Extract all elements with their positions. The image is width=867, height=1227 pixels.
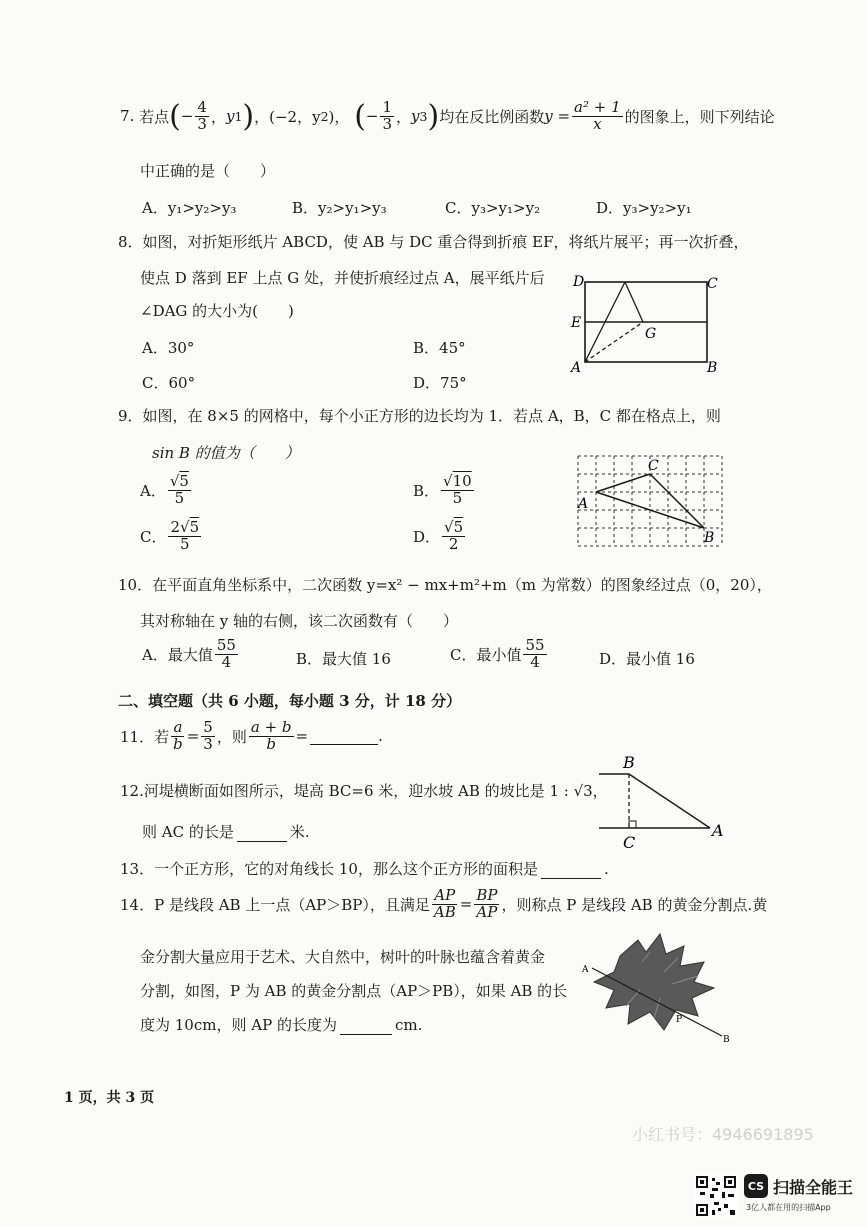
- q14-leaf-figure: [580, 932, 740, 1046]
- q7-frac-1: $\frac{4}{3}$: [197, 97, 207, 133]
- q7-option-c: C．y₃>y₁>y₂: [445, 199, 541, 217]
- q8-line1: 8．如图，对折矩形纸片 ABCD，使 AB 与 DC 重合得到折痕 EF，将纸片展平；再一次折叠，: [118, 233, 749, 251]
- q12-line1: 12.河堤横断面如图所示，堤高 BC=6 米，迎水坡 AB 的坡比是 1 : √3，: [120, 782, 608, 800]
- q9-line1: 9．如图，在 8×5 的网格中，每个小正方形的边长均为 1．若点 A，B，C 都在格点上，则: [118, 407, 721, 425]
- q10-option-a: A．最大值 $\frac{55}{4}$: [142, 636, 236, 671]
- q8-label-b: B: [707, 360, 718, 375]
- q13-line: 13．一个正方形，它的对角线长 10，那么这个正方形的面积是 .: [120, 860, 609, 878]
- q9-label-a: A: [578, 496, 589, 512]
- q8-option-a: A．30°: [142, 339, 195, 357]
- q12-label-c: C: [623, 833, 636, 852]
- q8-label-e: E: [571, 315, 582, 331]
- q9-option-b: B． $\frac{√10}{5}$: [413, 472, 472, 507]
- q10-option-b: B．最大值 16: [296, 650, 391, 668]
- q10-option-d: D．最小值 16: [599, 650, 695, 668]
- scanner-app-name: 扫描全能王: [773, 1178, 854, 1197]
- q10-line2: 其对称轴在 y 轴的右侧，该二次函数有（ ）: [140, 612, 459, 630]
- q7-option-d: D．y₃>y₂>y₁: [596, 199, 692, 217]
- q12-line2: 则 AC 的长是 米.: [142, 823, 310, 841]
- q8-label-d: D: [573, 274, 585, 290]
- q8-label-a: A: [571, 360, 582, 375]
- page-footer: 1 页，共 3 页: [64, 1090, 155, 1106]
- q12-label-a: A: [712, 821, 724, 840]
- q11-line: 11． 若 $\frac{a}{b}$ = $\frac{5}{3}$ ，则 $\frac{a + b}{b}$ = .: [120, 718, 383, 753]
- q9-label-c: C: [648, 458, 659, 474]
- q14-line4: 度为 10cm，则 AP 的长度为 cm.: [140, 1016, 423, 1034]
- q8-option-c: C．60°: [142, 374, 196, 392]
- q9-option-c: C． $\frac{2√5}{5}$: [140, 518, 200, 553]
- q7-num: 7.: [120, 107, 135, 125]
- q8-line2: 使点 D 落到 EF 上点 G 处，并使折痕经过点 A，展平纸片后: [140, 269, 545, 287]
- q8-rectangle-figure: [565, 270, 725, 375]
- q7-line2: 中正确的是（ ）: [140, 162, 276, 180]
- q7-line1: 7. 若点 ( − $\frac{4}{3}$ ， y 1 ) ， (−2，y 2 )， ( − $\frac{1}{3}$ ， y 3 ) 均在反比例函数 y = $\frac{\text{a² + 1}}{x}$ 的图象上，则下列结论: [120, 97, 775, 134]
- q8-option-d: D．75°: [413, 374, 467, 392]
- q9-option-d: D． $\frac{√5}{2}$: [413, 518, 464, 553]
- q7-option-a: A．y₁>y₂>y₃: [142, 199, 237, 217]
- q8-line3: ∠DAG 的大小为( ): [140, 302, 294, 320]
- q8-label-c: C: [707, 276, 718, 292]
- scanner-app-icon: CS: [744, 1174, 768, 1198]
- q9-line2: sin B 的值为（ ）: [152, 444, 300, 462]
- q14-leaf-label-b: B: [723, 1035, 730, 1045]
- scanner-app-tagline: 3亿人都在用的扫描App: [746, 1203, 831, 1212]
- q9-label-b: B: [704, 530, 715, 546]
- q14-line2: 金分割大量应用于艺术、大自然中，树叶的叶脉也蕴含着黄金: [140, 948, 546, 966]
- q14-leaf-label-a: A: [582, 965, 589, 975]
- q7-func-frac: $\frac{\text{a² + 1}}{x}$: [574, 97, 621, 133]
- q14-line1: 14．P 是线段 AB 上一点（AP＞BP），且满足 $\frac{AP}{AB}$ = $\frac{BP}{AP}$ ，则称点 P 是线段 AB 的黄金分割点.黄: [120, 886, 768, 921]
- q13-answer-blank[interactable]: [541, 862, 601, 879]
- q7-text-b: 均在反比例函数: [439, 107, 545, 126]
- watermark-text: 小红书号：4946691895: [632, 1125, 814, 1144]
- q7-point-2: (−2，y: [269, 107, 321, 126]
- q14-line3: 分割，如图，P 为 AB 的黄金分割点（AP＞PB），如果 AB 的长: [140, 982, 568, 1000]
- q8-label-g: G: [645, 326, 657, 342]
- q11-answer-blank[interactable]: [310, 728, 378, 745]
- q12-label-b: B: [623, 753, 635, 772]
- q7-option-b: B．y₂>y₁>y₃: [292, 199, 387, 217]
- q9-grid-figure: [570, 448, 730, 553]
- q12-embankment-figure: [595, 752, 735, 854]
- q7-text-c: 的图象上，则下列结论: [624, 107, 775, 126]
- q10-option-c: C．最小值 $\frac{55}{4}$: [450, 636, 545, 671]
- q7-text-a: 若点: [139, 107, 170, 126]
- q14-leaf-label-p: P: [676, 1015, 683, 1025]
- q10-line1: 10．在平面直角坐标系中，二次函数 y=x² − mx+m²+m（m 为常数）的图象经过点（0，20），: [118, 576, 772, 594]
- q7-frac-3: $\frac{1}{3}$: [382, 97, 393, 133]
- qr-code: [694, 1174, 738, 1218]
- q9-option-a: A． $\frac{√5}{5}$: [140, 472, 189, 507]
- q12-answer-blank[interactable]: [237, 825, 287, 842]
- q14-answer-blank[interactable]: [340, 1018, 392, 1035]
- q8-option-b: B．45°: [413, 339, 466, 357]
- section-2-heading: 二、填空题（共 6 小题，每小题 3 分，计 18 分）: [118, 692, 462, 710]
